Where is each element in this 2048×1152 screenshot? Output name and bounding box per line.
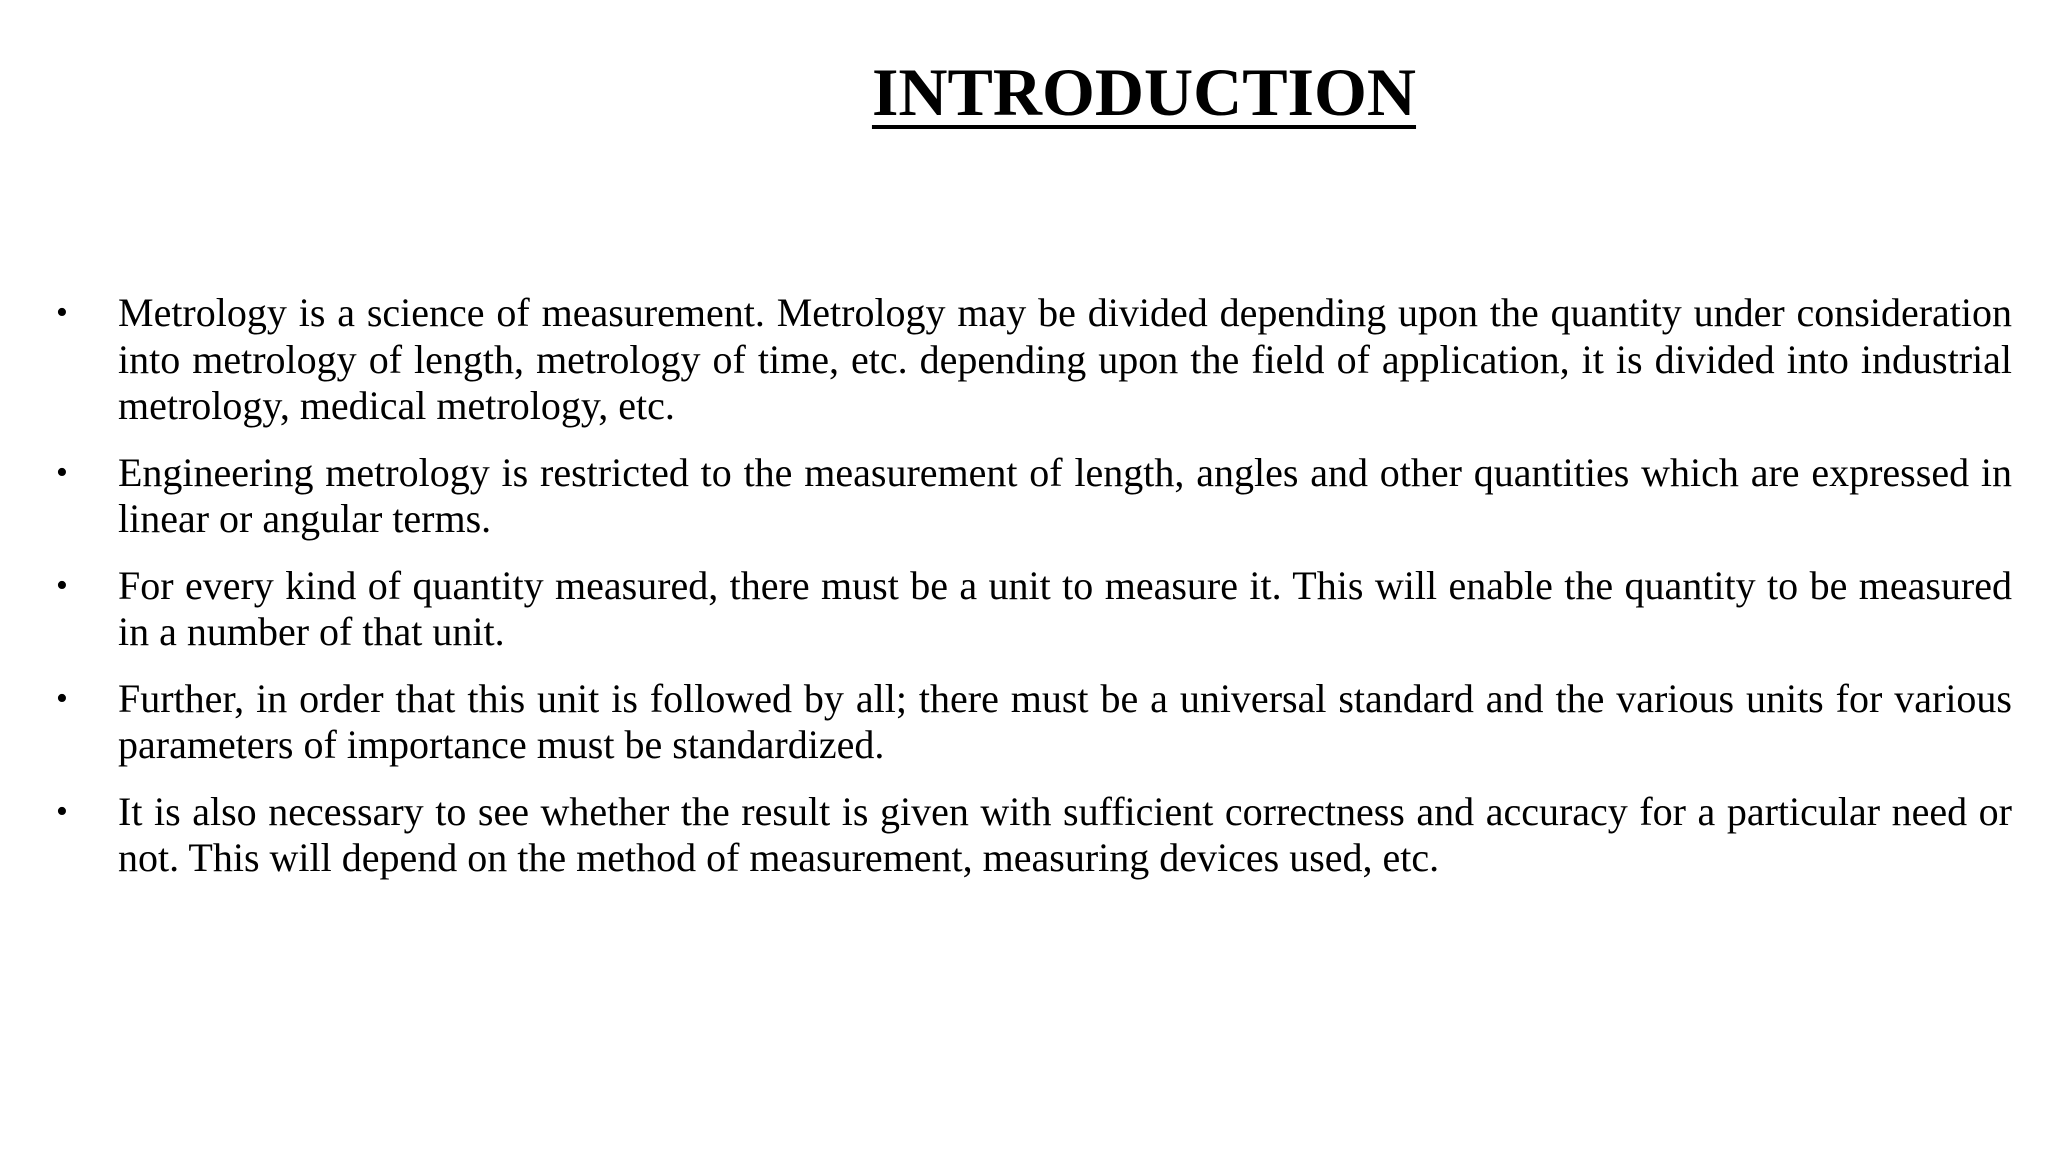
bullet-icon: • [56, 294, 68, 331]
bullet-list [56, 290, 2012, 902]
bullet-item [56, 789, 2012, 882]
bullet-item [56, 450, 2012, 543]
bullet-item [56, 290, 2012, 430]
slide-title: INTRODUCTION [871, 54, 1417, 130]
bullet-text: Engineering metrology is restricted to the measurement of length, angles and other quantities which are expressed in linear or angular terms. [118, 449, 2012, 541]
bullet-text: For every kind of quantity measured, there must be a unit to measure it. This will enable the quantity to be measured in a number of that unit. [118, 562, 2012, 654]
bullet-text: Further, in order that this unit is followed by all; there must be a universal standard and the various units for various parameters of importance must be standardized. [118, 675, 2012, 767]
bullet-icon: • [56, 792, 68, 830]
bullet-item [56, 676, 2012, 769]
bullet-icon: • [56, 679, 68, 717]
bullet-text: It is also necessary to see whether the result is given with sufficient correctness and accuracy for a particular need or not. This will depend on the method of measurement, measuring devices used, etc. [118, 788, 2012, 880]
bullet-icon: • [56, 566, 68, 604]
bullet-item [56, 563, 2012, 656]
bullet-text: Metrology is a science of measurement. Metrology may be divided depending upon the quantity under consideration into metrology of length, metrology of time, etc. depending upon the field of application, it is divided into industrial metrology, medical metrology, etc. [118, 290, 2012, 428]
bullet-icon: • [56, 453, 68, 491]
